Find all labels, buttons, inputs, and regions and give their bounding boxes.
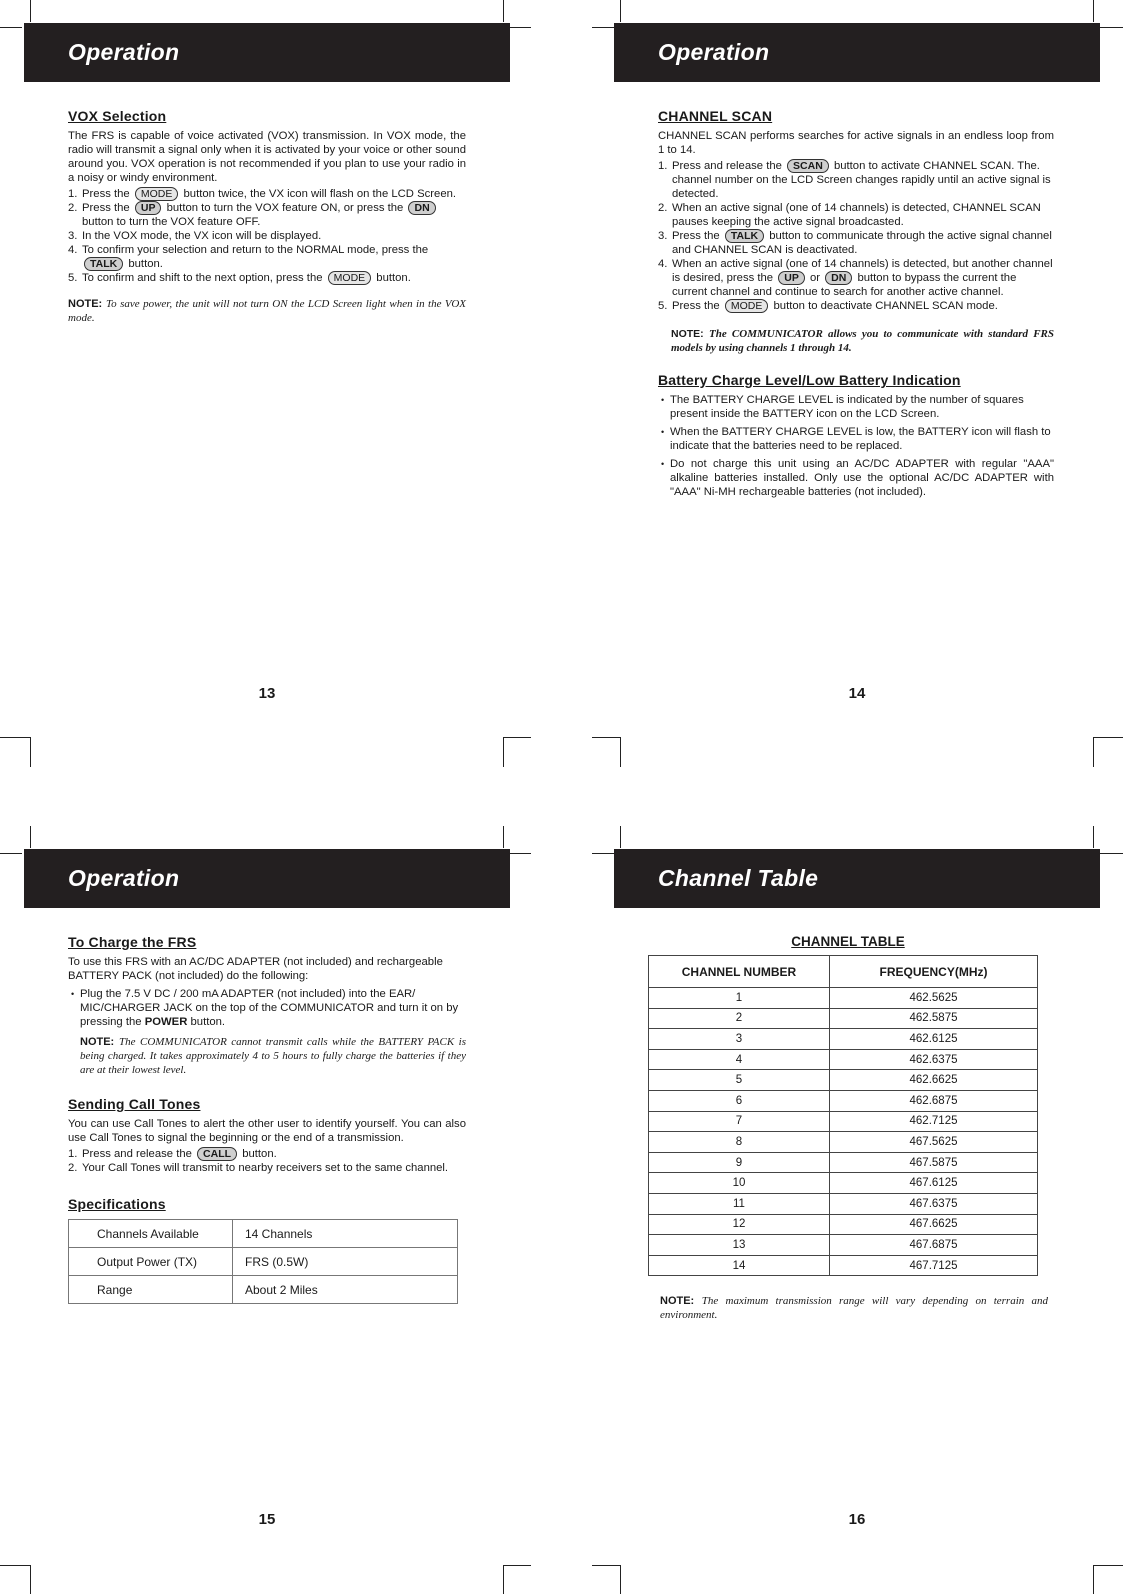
page-number: 16 xyxy=(848,1511,866,1528)
channel-number-cell: 2 xyxy=(649,1008,830,1029)
page-number: 14 xyxy=(848,685,866,702)
frequency-cell: 467.5625 xyxy=(830,1132,1038,1153)
channel-number-cell: 8 xyxy=(649,1132,830,1153)
table-row xyxy=(69,1276,458,1304)
column-header: CHANNEL NUMBER xyxy=(649,956,830,988)
frequency-cell: 467.5875 xyxy=(830,1152,1038,1173)
table-row xyxy=(649,1152,1038,1173)
paragraph: You can use Call Tones to alert the other user to identify yourself. You can also use Call Tones to signal the beginning or the end of a transmission. xyxy=(68,1118,466,1144)
up-key-icon: UP xyxy=(135,201,162,215)
frequency-cell: 462.6375 xyxy=(830,1049,1038,1070)
table-cell: 14 Channels xyxy=(233,1220,458,1248)
frequency-cell: 462.5625 xyxy=(830,988,1038,1009)
mode-key-icon: MODE xyxy=(328,271,372,285)
page-header: Operation xyxy=(24,23,510,82)
channel-number-cell: 4 xyxy=(649,1049,830,1070)
crop-mark xyxy=(503,0,504,22)
frequency-cell: 462.5875 xyxy=(830,1008,1038,1029)
crop-mark xyxy=(592,853,614,854)
table-cell: About 2 Miles xyxy=(233,1276,458,1304)
crop-mark xyxy=(592,27,614,28)
table-row xyxy=(649,1008,1038,1029)
list-item: 3. In the VOX mode, the VX icon will be displayed. xyxy=(68,230,322,242)
page-14 xyxy=(614,23,1100,702)
frequency-cell: 467.6375 xyxy=(830,1193,1038,1214)
channel-number-cell: 1 xyxy=(649,988,830,1009)
column-header: FREQUENCY(MHz) xyxy=(830,956,1038,988)
table-cell: Output Power (TX) xyxy=(69,1248,233,1276)
table-row xyxy=(649,1090,1038,1111)
table-cell: Range xyxy=(69,1276,233,1304)
page-15 xyxy=(24,849,510,1528)
section-title: To Charge the FRS xyxy=(68,934,197,950)
dn-key-icon: DN xyxy=(408,201,435,215)
crop-mark xyxy=(503,1565,531,1566)
scan-key-icon: SCAN xyxy=(787,159,829,173)
paragraph: To use this FRS with an AC/DC ADAPTER (not included) and rechargeable BATTERY PACK (not included) do the following: xyxy=(68,956,443,982)
channel-table-section xyxy=(648,935,1048,1322)
list-item: 2. Press the UP button to turn the VOX feature ON, or press the DN button to turn the VOX feature OFF. xyxy=(68,201,466,229)
crop-mark xyxy=(1093,826,1094,848)
table-row xyxy=(649,1193,1038,1214)
channel-number-cell: 14 xyxy=(649,1255,830,1276)
frequency-cell: 467.6125 xyxy=(830,1173,1038,1194)
frequency-cell: 462.6625 xyxy=(830,1070,1038,1091)
page-header: Operation xyxy=(24,849,510,908)
bullet-item: • The BATTERY CHARGE LEVEL is indicated by the number of squares present inside the BATTERY icon on the LCD Screen. xyxy=(658,393,1054,421)
table-row xyxy=(649,1173,1038,1194)
list-item: 2. Your Call Tones will transmit to nearby receivers set to the same channel. xyxy=(68,1162,449,1174)
crop-mark xyxy=(30,0,31,22)
channel-number-cell: 7 xyxy=(649,1111,830,1132)
table-row xyxy=(649,1111,1038,1132)
table-header-row xyxy=(649,956,1038,988)
crop-mark xyxy=(620,1565,621,1594)
bullet-item: • Do not charge this unit using an AC/DC ADAPTER with regular "AAA" alkaline batteries installed. Only use the optional AC/DC ADAPTER with "AAA" Ni-MH rechargeable batteries (not included). xyxy=(658,457,1054,499)
frequency-cell: 462.7125 xyxy=(830,1111,1038,1132)
bullet-item: • When the BATTERY CHARGE LEVEL is low, the BATTERY icon will flash to indicate that the batteries need to be replaced. xyxy=(658,425,1054,453)
frequency-cell: 467.6875 xyxy=(830,1235,1038,1256)
table-row xyxy=(649,1049,1038,1070)
specifications-table xyxy=(68,1219,458,1304)
page-13 xyxy=(24,23,510,702)
crop-mark xyxy=(503,826,504,848)
note: NOTE: The maximum transmission range will vary depending on terrain and environment. xyxy=(660,1295,1048,1322)
crop-mark xyxy=(503,1565,504,1594)
page-16 xyxy=(614,849,1100,1528)
crop-mark xyxy=(0,27,22,28)
table-row xyxy=(649,988,1038,1009)
table-cell: Channels Available xyxy=(69,1220,233,1248)
paragraph: CHANNEL SCAN performs searches for active signals in an endless loop from 1 to 14. xyxy=(658,130,1054,156)
channel-scan-section xyxy=(658,109,1054,503)
crop-mark xyxy=(620,826,621,848)
table-row xyxy=(649,1235,1038,1256)
vox-section xyxy=(68,109,466,327)
talk-key-icon: TALK xyxy=(84,257,123,271)
crop-mark xyxy=(1093,1565,1094,1594)
note: NOTE: The COMMUNICATOR cannot transmit calls while the BATTERY PACK is being charged. It takes approximately 4 to 5 hours to fully charge the batteries if they are at their lowest level. xyxy=(80,1036,466,1076)
crop-mark xyxy=(30,1565,31,1594)
section-title: Sending Call Tones xyxy=(68,1096,201,1112)
channel-number-cell: 12 xyxy=(649,1214,830,1235)
section-title: CHANNEL SCAN xyxy=(658,108,773,124)
page-number: 13 xyxy=(258,685,276,702)
channel-number-cell: 9 xyxy=(649,1152,830,1173)
crop-mark xyxy=(592,1565,620,1566)
channel-number-cell: 10 xyxy=(649,1173,830,1194)
table-row xyxy=(69,1248,458,1276)
section-title: Specifications xyxy=(68,1196,166,1212)
crop-mark xyxy=(503,737,504,767)
crop-mark xyxy=(1093,737,1094,767)
table-row xyxy=(69,1220,458,1248)
crop-mark xyxy=(503,737,531,738)
page-header: Channel Table xyxy=(614,849,1100,908)
frequency-cell: 462.6125 xyxy=(830,1029,1038,1050)
list-item: 1. Press the MODE button twice, the VX icon will flash on the LCD Screen. xyxy=(68,188,457,200)
crop-mark xyxy=(30,826,31,848)
crop-mark xyxy=(592,737,620,738)
mode-key-icon: MODE xyxy=(135,187,179,201)
page-number: 15 xyxy=(258,1511,276,1528)
frequency-cell: 467.6625 xyxy=(830,1214,1038,1235)
frequency-cell: 462.6875 xyxy=(830,1090,1038,1111)
list-item: 1. Press and release the CALL button. xyxy=(68,1148,277,1160)
dn-key-icon: DN xyxy=(825,271,852,285)
up-key-icon: UP xyxy=(778,271,805,285)
table-row xyxy=(649,1132,1038,1153)
crop-mark xyxy=(620,0,621,22)
talk-key-icon: TALK xyxy=(725,229,764,243)
crop-mark xyxy=(30,737,31,767)
frequency-cell: 467.7125 xyxy=(830,1255,1038,1276)
channel-number-cell: 3 xyxy=(649,1029,830,1050)
channel-table xyxy=(648,955,1038,1276)
list-item: 5. To confirm and shift to the next option, press the MODE button. xyxy=(68,272,411,284)
table-row xyxy=(649,1214,1038,1235)
crop-mark xyxy=(0,1565,30,1566)
crop-mark xyxy=(1093,1565,1123,1566)
list-item: 2. When an active signal (one of 14 channels) is detected, CHANNEL SCAN pauses keeping the active signal broadcasted. xyxy=(658,202,1041,228)
mode-key-icon: MODE xyxy=(725,299,769,313)
section-title: Battery Charge Level/Low Battery Indication xyxy=(658,372,961,388)
channel-number-cell: 13 xyxy=(649,1235,830,1256)
table-row xyxy=(649,1029,1038,1050)
call-key-icon: CALL xyxy=(197,1147,237,1161)
paragraph: The FRS is capable of voice activated (VOX) transmission. In VOX mode, the radio will transmit a signal only when it is activated by your voice or other sound around you. VOX operation is not recommended if you plan to use your radio in a noisy or windy environment. xyxy=(68,130,466,184)
channel-number-cell: 6 xyxy=(649,1090,830,1111)
channel-number-cell: 11 xyxy=(649,1193,830,1214)
channel-table-body xyxy=(649,988,1038,1276)
table-cell: FRS (0.5W) xyxy=(233,1248,458,1276)
table-row xyxy=(649,1070,1038,1091)
crop-mark xyxy=(0,853,22,854)
list-item: 5. Press the MODE button to deactivate CHANNEL SCAN mode. xyxy=(658,300,998,312)
note: NOTE: To save power, the unit will not turn ON the LCD Screen light when in the VOX mode. xyxy=(68,298,466,324)
page-header: Operation xyxy=(614,23,1100,82)
list-item: 4. To confirm your selection and return to the NORMAL mode, press the TALK button. xyxy=(68,244,429,270)
crop-mark xyxy=(620,737,621,767)
note: NOTE: The COMMUNICATOR allows you to communicate with standard FRS models by using channels 1 through 14. xyxy=(671,328,1054,354)
crop-mark xyxy=(0,737,30,738)
table-row xyxy=(649,1255,1038,1276)
list-item: 1. Press and release the SCAN button to activate CHANNEL SCAN. The. channel number on the LCD Screen changes rapidly until an active signal is detected. xyxy=(658,160,1051,200)
bullet-item: • Plug the 7.5 V DC / 200 mA ADAPTER (not included) into the EAR/ MIC/CHARGER JACK on the top of the COMMUNICATOR and turn it on by pressing the POWER button. xyxy=(68,987,466,1029)
list-item: 3. Press the TALK button to communicate through the active signal channel and CHANNEL SCAN is deactivated. xyxy=(658,230,1052,256)
section-title: VOX Selection xyxy=(68,108,167,124)
channel-number-cell: 5 xyxy=(649,1070,830,1091)
crop-mark xyxy=(1093,737,1123,738)
table-caption: CHANNEL TABLE xyxy=(791,934,905,949)
list-item: 4. When an active signal (one of 14 channels) is detected, but another channel is desired, press the UP or DN button to bypass the current the current channel and continue to search for another active channel. xyxy=(658,258,1053,298)
charge-section xyxy=(68,935,466,1304)
crop-mark xyxy=(1093,0,1094,22)
